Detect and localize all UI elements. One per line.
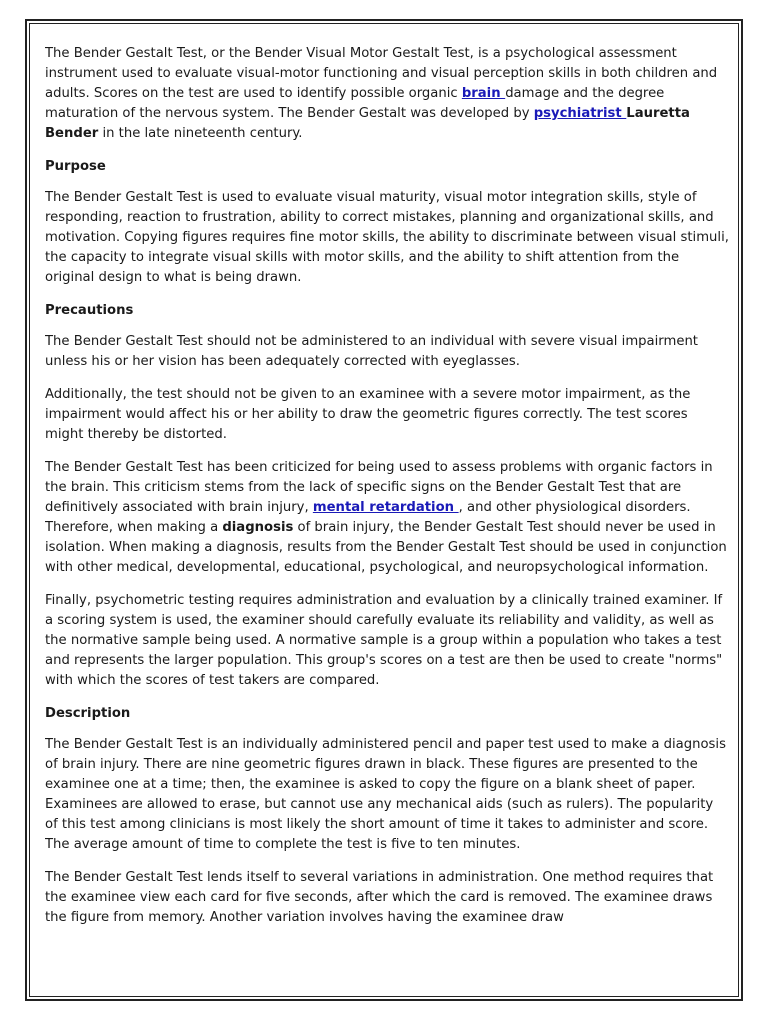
diagnosis-term: diagnosis (222, 520, 294, 535)
precautions-paragraph-1: The Bender Gestalt Test should not be administered to an individual with severe visual impairment unless his or her vision has been adequately corrected with eyeglasses. (45, 334, 698, 369)
description-heading: Description (45, 706, 131, 721)
psychiatrist-link[interactable]: psychiatrist (533, 106, 627, 121)
intro-paragraph: The Bender Gestalt Test, or the Bender Visual Motor Gestalt Test, is a psychological assessment instrument used to evaluate visual-motor functioning and visual perception skills in both children and adults. Scores on the test are used to identify possible organic brain damage and the degree maturation of the nervous system. The Bender Gestalt was developed by psychiatrist Lauretta Bender in the late nineteenth century. (45, 46, 718, 141)
precautions-paragraph-2: Additionally, the test should not be given to an examinee with a severe motor impairment, as the impairment would affect his or her ability to draw the geometric figures correctly. The test scores might thereby be distorted. (45, 387, 691, 442)
precautions-paragraph-3: The Bender Gestalt Test has been criticized for being used to assess problems with organic factors in the brain. This criticism stems from the lack of specific signs on the Bender Gestalt Test that are definitively associated with brain injury, mental retardation , and other physiological disorders. Therefore, when making a diagnosis of brain injury, the Bender Gestalt Test should never be used in isolation. When making a diagnosis, results from the Bender Gestalt Test should be used in conjunction with other medical, developmental, educational, psychological, and neuropsychological information. (45, 460, 727, 575)
purpose-heading: Purpose (45, 159, 106, 174)
precautions-heading: Precautions (45, 303, 134, 318)
purpose-paragraph: The Bender Gestalt Test is used to evaluate visual maturity, visual motor integration skills, style of responding, reaction to frustration, ability to correct mistakes, planning and organizational skills, and motivation. Copying figures requires fine motor skills, the ability to discriminate between visual stimuli, the capacity to integrate visual skills with motor skills, and the ability to shift attention from the original design to what is being drawn. (45, 190, 729, 285)
description-paragraph-2: The Bender Gestalt Test lends itself to several variations in administration. One method requires that the examinee view each card for five seconds, after which the card is removed. The examinee draws the figure from memory. Another variation involves having the examinee draw (45, 870, 714, 925)
document-body (45, 44, 730, 974)
precautions-paragraph-4: Finally, psychometric testing requires administration and evaluation by a clinically trained examiner. If a scoring system is used, the examiner should carefully evaluate its reliability and validity, as well as the normative sample being used. A normative sample is a group within a population who takes a test and represents the larger population. This group's scores on a test are then be used to create "norms" with which the scores of test takers are compared. (45, 593, 723, 688)
mental-retardation-link[interactable]: mental retardation (312, 500, 459, 515)
brain-link[interactable]: brain (461, 86, 506, 101)
author-name: Lauretta Bender (45, 106, 690, 141)
description-paragraph-1: The Bender Gestalt Test is an individually administered pencil and paper test used to make a diagnosis of brain injury. There are nine geometric figures drawn in black. These figures are presented to the examinee one at a time; then, the examinee is asked to copy the figure on a blank sheet of paper. Examinees are allowed to erase, but cannot use any mechanical aids (such as rulers). The popularity of this test among clinicians is most likely the short amount of time it takes to administer and score. The average amount of time to complete the test is five to ten minutes. (45, 737, 726, 852)
